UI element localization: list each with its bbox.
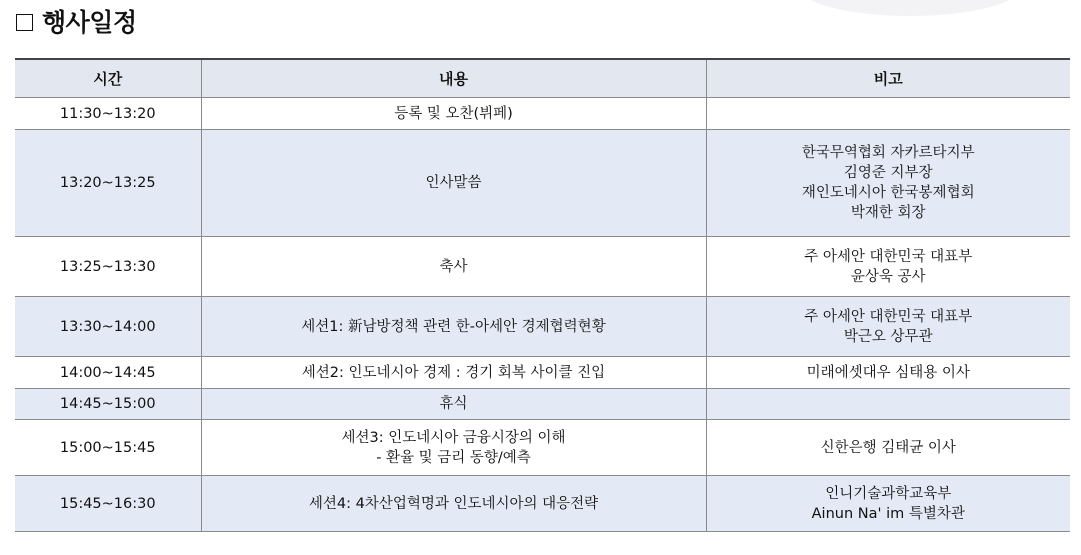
page-title: [16, 4, 137, 38]
cell-content-line: 축사: [439, 258, 468, 275]
table-row: [15, 237, 1070, 297]
cell-content: [201, 476, 706, 532]
table-row: [15, 297, 1070, 357]
table-row: [15, 389, 1070, 420]
cell-content: [201, 297, 706, 357]
cell-remarks: [706, 237, 1070, 297]
cell-remarks-line: 재인도네시아 한국봉제협회: [801, 185, 975, 201]
cell-content: [201, 420, 706, 476]
cell-content-line: 세션4: 4차산업혁명과 인도네시아의 대응전략: [308, 495, 599, 512]
cell-remarks: [706, 420, 1070, 476]
square-outline-icon: [16, 14, 33, 31]
cell-remarks-line: 주 아세안 대한민국 대표부: [804, 308, 973, 325]
cell-time: 15:00~15:45: [15, 420, 201, 476]
header-remarks: 비고: [706, 59, 1070, 98]
cell-content-line: 인사말씀: [425, 175, 482, 191]
schedule-table: [15, 58, 1070, 532]
cell-content: [201, 130, 706, 237]
cell-remarks-line: Ainun Na' im 특별차관: [811, 505, 965, 522]
cell-remarks-line: 신한은행 김태균 이사: [820, 439, 956, 456]
cell-content: [201, 98, 706, 130]
table-row: [15, 357, 1070, 389]
cell-remarks: [706, 357, 1070, 389]
cell-time: 14:45~15:00: [15, 389, 201, 420]
cell-remarks: [706, 297, 1070, 357]
cell-content: [201, 237, 706, 297]
cell-time: 13:25~13:30: [15, 237, 201, 297]
cell-remarks-line: 주 아세안 대한민국 대표부: [804, 248, 973, 265]
cell-content-line: 세션3: 인도네시아 금융시장의 이해: [341, 429, 566, 446]
cell-content: [201, 357, 706, 389]
cell-content-line: 등록 및 오찬(뷔페): [394, 105, 513, 122]
cell-time: 11:30~13:20: [15, 98, 201, 130]
cell-remarks-line: 미래에셋대우 심태용 이사: [806, 364, 970, 381]
cell-remarks-line: 박근오 상무관: [843, 328, 933, 345]
cell-content: [201, 389, 706, 420]
cell-time: 13:20~13:25: [15, 130, 201, 237]
cell-remarks-line: 박재한 회장: [850, 205, 926, 221]
cell-remarks-line: 한국무역협회 자카르타지부: [801, 145, 975, 161]
cell-time: 15:45~16:30: [15, 476, 201, 532]
cell-content-line: 휴식: [439, 396, 468, 412]
cell-remarks: [706, 389, 1070, 420]
header-time: 시간: [15, 59, 201, 98]
cell-remarks-line: 김영준 지부장: [843, 165, 933, 181]
cell-content-line: 세션2: 인도네시아 경제 : 경기 회복 사이클 진입: [301, 364, 606, 381]
table-row: [15, 98, 1070, 130]
header-content: 내용: [201, 59, 706, 98]
cell-content-line: - 환율 및 금리 동향/예측: [376, 449, 531, 466]
decorative-shape: [800, 0, 1020, 16]
cell-remarks-line: 윤상욱 공사: [850, 268, 926, 285]
cell-content-line: 세션1: 新남방정책 관련 한-아세안 경제협력현황: [301, 318, 606, 335]
cell-remarks: [706, 98, 1070, 130]
table-header-row: [15, 59, 1070, 98]
cell-time: 13:30~14:00: [15, 297, 201, 357]
cell-remarks: [706, 130, 1070, 237]
cell-time: 14:00~14:45: [15, 357, 201, 389]
cell-remarks: [706, 476, 1070, 532]
table-row: [15, 130, 1070, 237]
page-title-text: 행사일정: [42, 8, 137, 37]
table-row: [15, 476, 1070, 532]
table-row: [15, 420, 1070, 476]
cell-remarks-line: 인니기술과학교육부: [825, 485, 952, 502]
